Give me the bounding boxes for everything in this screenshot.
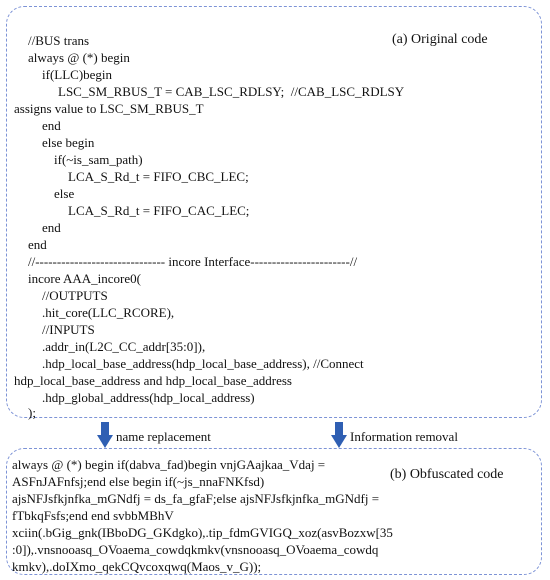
code-line: hdp_local_base_address and hdp_local_base_address (14, 373, 292, 388)
code-line: .hit_core(LLC_RCORE), (42, 305, 175, 320)
obfuscated-code-line: kmkv),.doIXmo_qekCQvcoxqwq(Maos_v_G)); (12, 559, 262, 574)
code-line: //------------------------------ incore Interface-----------------------// (28, 254, 358, 269)
obfuscated-code-line: fTbkqFsfs;end end svbbMBhV (12, 508, 174, 523)
code-line: .addr_in(L2C_CC_addr[35:0]), (42, 339, 206, 354)
code-line: end (28, 237, 47, 252)
code-line: else begin (42, 135, 95, 150)
obfuscated-code-line: ajsNFJsfkjnfka_mGNdfj = ds_fa_gfaF;else ajsNFJsfkjnfka_mGNdfj = (12, 491, 380, 506)
code-line: LSC_SM_RBUS_T = CAB_LSC_RDLSY; //CAB_LSC_RDLSY (58, 84, 405, 99)
code-line: if(LLC)begin (42, 67, 113, 82)
code-line: ); (28, 405, 36, 420)
obfuscated-code-title: (b) Obfuscated code (390, 467, 504, 482)
obfuscated-code-line: :0]),.vnsnooasq_OVoaema_cowdqkmkv(vnsnooasq_OVoaema_cowdq (12, 542, 379, 557)
code-line: //OUTPUTS (42, 288, 108, 303)
down-arrow-icon (97, 422, 113, 448)
code-line: .hdp_local_base_address(hdp_local_base_address), //Connect (42, 356, 364, 371)
code-line: always @ (*) begin (28, 50, 130, 65)
code-line: end (42, 220, 61, 235)
obfuscated-code-line: xciin(.bGig_gnk(IBboDG_GKdgko),.tip_fdmGVIGQ_xoz(asvBozxw[35 (12, 525, 393, 540)
name-replacement-label: name replacement (116, 429, 211, 444)
obfuscated-code-line: ASFnJAFnfsj;end else begin if(~js_nnaFNKfsd) (12, 474, 265, 489)
code-line: LCA_S_Rd_t = FIFO_CBC_LEC; (68, 169, 249, 184)
code-line: //INPUTS (42, 322, 95, 337)
information-removal-label: Information removal (350, 429, 458, 444)
code-line: .hdp_global_address(hdp_local_address) (42, 390, 255, 405)
original-code-title: (a) Original code (392, 32, 488, 47)
code-line: assigns value to LSC_SM_RBUS_T (14, 101, 204, 116)
obfuscated-code-line: always @ (*) begin if(dabva_fad)begin vnjGAajkaa_Vdaj = (12, 457, 326, 472)
code-line: incore AAA_incore0( (28, 271, 141, 286)
code-line: end (42, 118, 61, 133)
code-line: //BUS trans (28, 33, 90, 48)
code-line: if(~is_sam_path) (54, 152, 143, 167)
down-arrow-icon (331, 422, 347, 448)
code-line: else (54, 186, 75, 201)
code-line: LCA_S_Rd_t = FIFO_CAC_LEC; (68, 203, 250, 218)
